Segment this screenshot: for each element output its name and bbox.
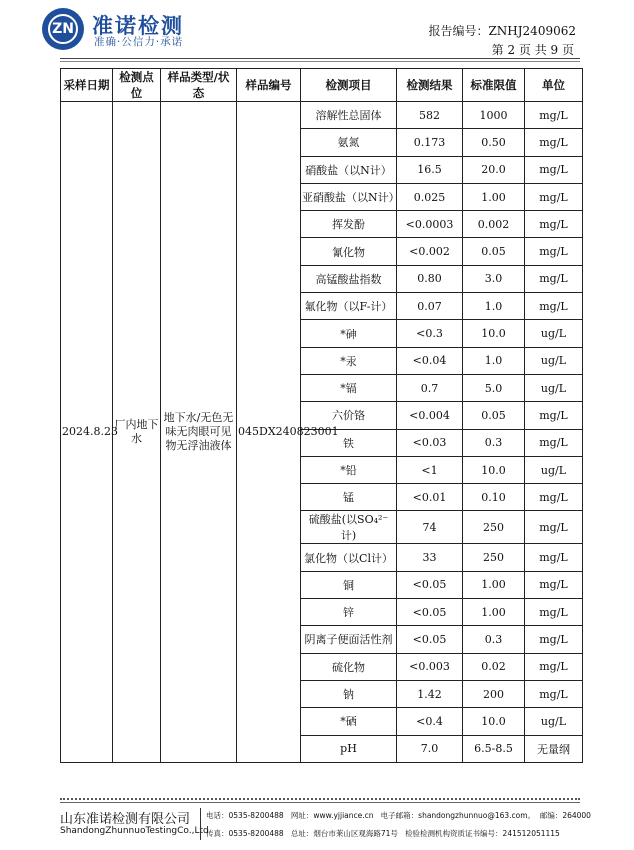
- unit-cell: mg/L: [525, 571, 583, 598]
- result-cell: <0.05: [397, 626, 463, 653]
- test-item-cell: pH: [301, 735, 397, 762]
- unit-cell: mg/L: [525, 626, 583, 653]
- limit-cell: 0.50: [463, 129, 525, 156]
- result-cell: <0.003: [397, 653, 463, 680]
- company-logo-icon: [42, 8, 84, 50]
- report-number: 报告编号：ZNHJ2409062: [428, 24, 576, 38]
- limit-cell: 0.05: [463, 402, 525, 429]
- unit-cell: ug/L: [525, 347, 583, 374]
- result-cell: 582: [397, 102, 463, 129]
- limit-cell: 10.0: [463, 708, 525, 735]
- table-header-row: [61, 69, 583, 102]
- phone: 电话：0535-8200488: [206, 811, 284, 820]
- result-cell: <0.05: [397, 599, 463, 626]
- test-item-cell: 锌: [301, 599, 397, 626]
- header-limit: 标准限值: [463, 69, 525, 102]
- company-name-en: ShandongZhunnuoTestingCo.,Ltd: [60, 826, 209, 836]
- logo-text: ZN: [48, 14, 78, 44]
- test-item-cell: 锰: [301, 484, 397, 511]
- limit-cell: 1.00: [463, 599, 525, 626]
- unit-cell: ug/L: [525, 456, 583, 483]
- limit-cell: 250: [463, 511, 525, 544]
- unit-cell: mg/L: [525, 129, 583, 156]
- limit-cell: 1.0: [463, 293, 525, 320]
- test-item-cell: *镉: [301, 374, 397, 401]
- test-item-cell: 氰化物: [301, 238, 397, 265]
- license-number: 检验检测机构资质证书编号：241512051115: [405, 829, 560, 838]
- test-item-cell: 六价铬: [301, 402, 397, 429]
- email: 电子邮箱：shandongzhunnuo@163.com。: [380, 811, 536, 820]
- result-cell: 7.0: [397, 735, 463, 762]
- contact-line-1: [206, 810, 591, 821]
- test-item-cell: 硫酸盐(以SO₄²⁻计): [301, 511, 397, 544]
- test-item-cell: 阴离子便面活性剂: [301, 626, 397, 653]
- location-cell: 厂内地下水: [113, 102, 161, 763]
- unit-cell: ug/L: [525, 708, 583, 735]
- test-item-cell: 氯化物（以Cl计）: [301, 544, 397, 571]
- test-item-cell: 铁: [301, 429, 397, 456]
- result-cell: <0.05: [397, 571, 463, 598]
- table-row: [61, 102, 583, 129]
- unit-cell: ug/L: [525, 320, 583, 347]
- result-cell: <0.04: [397, 347, 463, 374]
- unit-cell: mg/L: [525, 238, 583, 265]
- result-cell: <0.004: [397, 402, 463, 429]
- result-cell: <0.002: [397, 238, 463, 265]
- result-cell: <0.0003: [397, 211, 463, 238]
- test-item-cell: *汞: [301, 347, 397, 374]
- sample-type-cell: 地下水/无色无味无肉眼可见物无浮油液体: [161, 102, 237, 763]
- limit-cell: 200: [463, 680, 525, 707]
- limit-cell: 0.3: [463, 429, 525, 456]
- unit-cell: mg/L: [525, 293, 583, 320]
- sample-id-cell: 045DX240823001: [237, 102, 301, 763]
- company-name-cn: 山东准诺检测有限公司: [60, 812, 191, 827]
- unit-cell: mg/L: [525, 429, 583, 456]
- result-cell: 1.42: [397, 680, 463, 707]
- test-item-cell: 氟化物（以F-计）: [301, 293, 397, 320]
- result-cell: 0.7: [397, 374, 463, 401]
- test-item-cell: 高锰酸盐指数: [301, 265, 397, 292]
- header-sample-id: 样品编号: [237, 69, 301, 102]
- header-sample-date: 采样日期: [61, 69, 113, 102]
- header-result: 检测结果: [397, 69, 463, 102]
- unit-cell: mg/L: [525, 402, 583, 429]
- test-item-cell: 钠: [301, 680, 397, 707]
- fax: 传真：0535-8200488: [206, 829, 284, 838]
- limit-cell: 1.0: [463, 347, 525, 374]
- result-cell: 0.025: [397, 183, 463, 210]
- brand-slogan: 准确·公信力·承诺: [94, 36, 184, 48]
- test-item-cell: 氨氮: [301, 129, 397, 156]
- sample-date-cell: 2024.8.23: [61, 102, 113, 763]
- result-cell: 74: [397, 511, 463, 544]
- limit-cell: 20.0: [463, 156, 525, 183]
- test-item-cell: 铜: [301, 571, 397, 598]
- header-location: 检测点位: [113, 69, 161, 102]
- page-number: 第 2 页 共 9 页: [491, 43, 574, 57]
- header-test-item: 检测项目: [301, 69, 397, 102]
- unit-cell: mg/L: [525, 653, 583, 680]
- result-cell: 0.80: [397, 265, 463, 292]
- limit-cell: 1.00: [463, 571, 525, 598]
- result-cell: 0.173: [397, 129, 463, 156]
- limit-cell: 0.02: [463, 653, 525, 680]
- result-cell: 33: [397, 544, 463, 571]
- report-header: [0, 0, 634, 66]
- result-cell: <0.4: [397, 708, 463, 735]
- test-item-cell: 硝酸盐（以N计）: [301, 156, 397, 183]
- footer-separator: [200, 808, 201, 840]
- test-item-cell: 亚硝酸盐（以N计）: [301, 183, 397, 210]
- header-sample-type: 样品类型/状态: [161, 69, 237, 102]
- result-cell: 0.07: [397, 293, 463, 320]
- unit-cell: mg/L: [525, 599, 583, 626]
- unit-cell: mg/L: [525, 511, 583, 544]
- result-cell: <0.03: [397, 429, 463, 456]
- limit-cell: 0.3: [463, 626, 525, 653]
- test-item-cell: 硫化物: [301, 653, 397, 680]
- limit-cell: 5.0: [463, 374, 525, 401]
- unit-cell: mg/L: [525, 484, 583, 511]
- limit-cell: 0.10: [463, 484, 525, 511]
- test-item-cell: *砷: [301, 320, 397, 347]
- brand-name: 准诺检测: [92, 14, 184, 38]
- test-item-cell: 挥发酚: [301, 211, 397, 238]
- header-divider: [60, 58, 580, 59]
- postcode: 邮编：264000: [539, 811, 591, 820]
- results-table: [60, 68, 583, 763]
- test-item-cell: *硒: [301, 708, 397, 735]
- limit-cell: 1.00: [463, 183, 525, 210]
- unit-cell: mg/L: [525, 680, 583, 707]
- limit-cell: 0.002: [463, 211, 525, 238]
- header-unit: 单位: [525, 69, 583, 102]
- unit-cell: mg/L: [525, 183, 583, 210]
- result-cell: 16.5: [397, 156, 463, 183]
- website: 网址：www.yjjiance.cn: [290, 811, 374, 820]
- limit-cell: 10.0: [463, 456, 525, 483]
- header-divider-thin: [60, 61, 580, 62]
- limit-cell: 3.0: [463, 265, 525, 292]
- result-cell: <0.01: [397, 484, 463, 511]
- unit-cell: 无量纲: [525, 735, 583, 762]
- footer-divider-thin: [60, 802, 580, 803]
- limit-cell: 250: [463, 544, 525, 571]
- limit-cell: 6.5-8.5: [463, 735, 525, 762]
- contact-line-2: [206, 828, 560, 839]
- unit-cell: mg/L: [525, 211, 583, 238]
- footer-divider: [60, 798, 580, 800]
- test-item-cell: 溶解性总固体: [301, 102, 397, 129]
- unit-cell: mg/L: [525, 102, 583, 129]
- test-item-cell: *铅: [301, 456, 397, 483]
- unit-cell: mg/L: [525, 544, 583, 571]
- address: 总址：烟台市莱山区观海路71号: [290, 829, 398, 838]
- unit-cell: mg/L: [525, 265, 583, 292]
- unit-cell: mg/L: [525, 156, 583, 183]
- limit-cell: 1000: [463, 102, 525, 129]
- limit-cell: 10.0: [463, 320, 525, 347]
- limit-cell: 0.05: [463, 238, 525, 265]
- unit-cell: ug/L: [525, 374, 583, 401]
- table-body: [61, 102, 583, 763]
- result-cell: <1: [397, 456, 463, 483]
- result-cell: <0.3: [397, 320, 463, 347]
